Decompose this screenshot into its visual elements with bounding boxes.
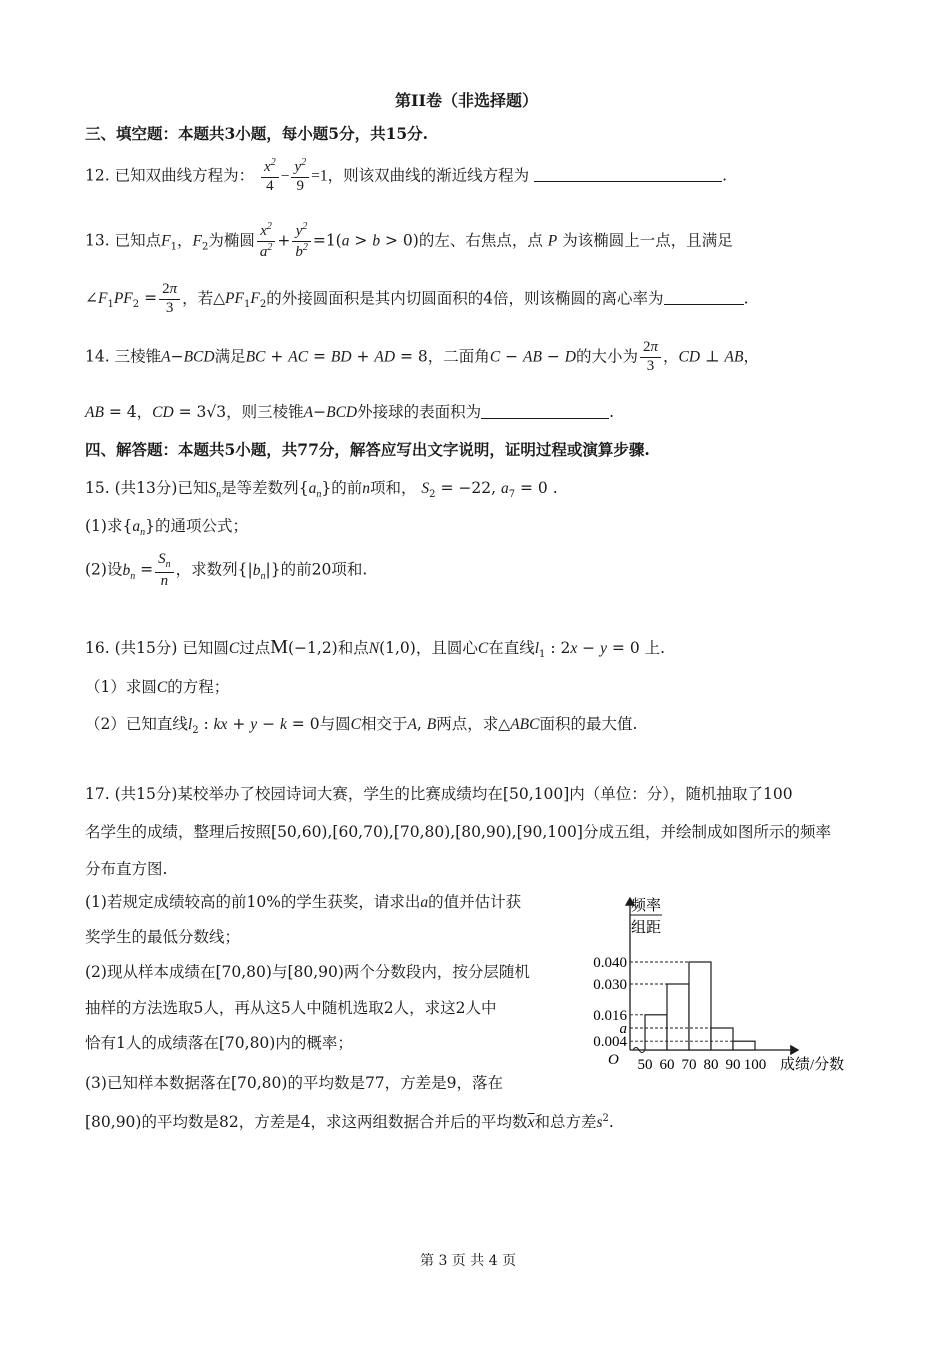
- q14-text-f: 外接球的表面积为: [357, 403, 482, 421]
- question-17-part3b: [80,90)的平均数是82，方差是4，求这两组数据合并后的平均数$\overline{x}$和总方差$s^2$.: [85, 1112, 614, 1131]
- question-16-sub2: （2）已知直线$l_2$ : kx + y − k = 0与圆C相交于A, B两点，求△ABC面积的最大值.: [85, 715, 638, 737]
- page-footer: 第 3 页 共 4 页: [420, 1253, 517, 1269]
- q17-p1-a: (1)若规定成绩较高的前10%的学生获奖，请求出: [85, 893, 421, 911]
- q12-text-post: ，则该双曲线的渐近线方程为: [327, 166, 530, 185]
- q16-text-e: 在直线: [488, 639, 535, 657]
- q12-end: .: [722, 166, 728, 185]
- q14-text-e: ，则三棱锥: [226, 403, 304, 421]
- q16-text-d: ，且圆心: [415, 639, 478, 657]
- q15-text-d: 项和，: [369, 479, 417, 497]
- question-17-part1: (1)若规定成绩较高的前10%的学生获奖，请求出a的值并估计获: [85, 893, 522, 911]
- q16-number: 16.: [85, 639, 110, 657]
- question-16-line1: 16. (共15分) 已知圆C过点M(−1,2)和点N(1,0)，且圆心C在直线$l_1$ : 2x − y = 0 上.: [85, 636, 666, 661]
- histogram-bar: [645, 1015, 667, 1050]
- question-15-line1: 15. (共13分)已知$S_n$是等差数列$\{a_n\}$的前n项和， $S_2 = -22$, $a_7 = 0$ .: [85, 479, 558, 501]
- q17-number: 17.: [85, 785, 110, 803]
- question-17-part1b: 奖学生的最低分数线；: [85, 928, 241, 946]
- q17-text-a: (共15分)某校举办了校园诗词大赛，学生的比赛成绩均在: [114, 785, 503, 803]
- q17-p2-b: 与: [271, 963, 288, 981]
- question-15-sub1: (1)求$\{a_n\}$的通项公式；: [85, 517, 248, 539]
- question-17-line1: 17. (共15分)某校举办了校园诗词大赛，学生的比赛成绩均在[50,100]内（单位：分），随机抽取了100: [85, 785, 793, 803]
- question-17-line2: 名学生的成绩，整理后按照[50,60),[60,70),[70,80),[80,90),[90,100]分成五组，并绘制成如图所示的频率: [85, 823, 831, 841]
- question-17-part2c: 恰有1人的成绩落在[70,80)内的概率；: [85, 1034, 353, 1052]
- q16-text-a: (共15分) 已知圆: [114, 639, 229, 657]
- histogram-bar: [667, 984, 689, 1050]
- question-17-part2b: 抽样的方法选取5人，再从这5人中随机选取2人，求这2人中: [85, 999, 497, 1017]
- q15-sub2-a: (2)设: [85, 560, 123, 579]
- x-tick-label: 50: [637, 1057, 653, 1073]
- q13-number: 13.: [85, 231, 110, 250]
- question-13-line2: $\angle F_1PF_2$ = $\frac{2\pi}{3}$ ，若$\triangle PF_1F_2$的外接圆面积是其内切圆面积的4倍，则该椭圆的离心率为 .: [85, 281, 749, 316]
- q14-text-b: 满足: [214, 347, 246, 366]
- question-12: 12. 已知双曲线方程为： $\frac{x^2}{4}$ − $\frac{y^2}{9}$ =1，则该双曲线的渐近线方程为 .: [85, 157, 728, 194]
- q17-p3-c: 的平均数是82，方差是4，求这两组数据合并后的平均数: [141, 1113, 528, 1131]
- q13-text-d: 为该椭圆上一点，且满足: [562, 231, 733, 250]
- q15-text-b: 是等差数列: [221, 479, 299, 497]
- q17-p2-c: 两个分数段内，按分层随机: [343, 963, 530, 981]
- q17-text-d: 分成五组，并绘制成如图所示的频率: [582, 823, 831, 841]
- q14-number: 14.: [85, 347, 110, 366]
- q15-number: 15.: [85, 479, 110, 497]
- y-tick-label: 0.004: [593, 1034, 627, 1051]
- q13-text-f: 的外接圆面积是其内切圆面积的4倍，则该椭圆的离心率为: [266, 289, 664, 308]
- q17-p3-d: 和总方差: [534, 1113, 597, 1131]
- histogram-bar: [733, 1041, 755, 1050]
- origin-label: O: [608, 1052, 619, 1068]
- q16-sub2-b: 与圆: [319, 715, 351, 733]
- q17-text-c: 名学生的成绩，整理后按照: [85, 823, 272, 841]
- x-tick-label: 100: [743, 1057, 767, 1073]
- question-17-part2: (2)现从样本成绩在[70,80)与[80,90)两个分数段内，按分层随机: [85, 963, 530, 981]
- question-13-line1: 13. 已知点$F_1$，$F_2$为椭圆 $\frac{x^2}{a^2}$ + $\frac{y^2}{b^2}$ =1(a > b > 0)的左、右焦点，点 P 为该椭圆上一点，且满足: [85, 221, 733, 260]
- y-label-bottom: 组距: [630, 920, 662, 936]
- x-tick-label: 90: [725, 1057, 741, 1073]
- x-axis-label: 成绩/分数: [780, 1057, 845, 1073]
- q17-p3-a: (3)已知样本数据落在: [85, 1074, 231, 1092]
- q16-sub1-a: （1）求圆: [85, 678, 157, 696]
- q14-text-c: ，二面角: [427, 347, 490, 366]
- y-tick-label: 0.030: [593, 977, 627, 993]
- q12-text-pre: 已知双曲线方程为：: [114, 166, 255, 185]
- q14-text-d: 的大小为: [575, 347, 638, 366]
- q12-answer-blank: [534, 181, 722, 182]
- q17-p1-b: 的值并估计获: [428, 893, 522, 911]
- part4-header: 四、解答题：本题共5小题，共77分，解答应写出文字说明，证明过程或演算步骤.: [85, 440, 650, 459]
- q15-text-c: 的前: [331, 479, 363, 497]
- question-14-line1: 14. 三棱锥A−BCD满足BC + AC = BD + AD = 8，二面角C − AB − D的大小为 $\frac{2\pi}{3}$ ，CD ⊥ AB，: [85, 339, 759, 374]
- x-tick-label: 70: [681, 1057, 697, 1073]
- q15-sub2-c: 的前20项和.: [280, 560, 368, 579]
- q14-answer-blank: [481, 418, 609, 419]
- question-17-line3: 分布直方图.: [85, 860, 168, 878]
- q13-answer-blank: [664, 304, 744, 305]
- histogram-bar: [689, 962, 711, 1050]
- q16-sub2-c: 相交于: [360, 715, 408, 733]
- q14-end: .: [609, 403, 615, 421]
- q15-sub2-b: ，求数列: [175, 560, 238, 579]
- q13-text-a: 已知点: [114, 231, 162, 250]
- q17-p3-b: 的平均数是77，方差是9，落在: [287, 1074, 504, 1092]
- histogram-bar: [711, 1028, 733, 1050]
- question-15-sub2: (2)设$b_n$ = $\frac{S_n}{n}$ ，求数列$\{|b_n|\}$的前20项和.: [85, 551, 368, 589]
- q14-text-a: 三棱锥: [114, 347, 162, 366]
- q16-sub1-b: 的方程；: [167, 678, 230, 696]
- question-16-sub1: （1）求圆C的方程；: [85, 678, 230, 696]
- q15-text-a: (共13分)已知: [114, 479, 209, 497]
- q16-text-c: 和点: [337, 639, 369, 657]
- q15-sub1-b: 的通项公式；: [154, 517, 248, 535]
- section-title: 第II卷（非选择题）: [395, 91, 538, 110]
- y-label-top: 频率: [630, 898, 662, 914]
- y-tick-label: 0.040: [593, 955, 627, 971]
- part3-header: 三、填空题：本题共3小题，每小题5分，共15分.: [85, 124, 429, 143]
- x-tick-label: 80: [703, 1057, 719, 1073]
- y-tick-label: a: [619, 1021, 627, 1037]
- q12-number: 12.: [85, 166, 110, 185]
- q17-text-b: 内（单位：分），随机抽取了100: [569, 785, 793, 803]
- question-17-part3: (3)已知样本数据落在[70,80)的平均数是77，方差是9，落在: [85, 1074, 504, 1092]
- q16-sub2-d: 两点，求: [436, 715, 499, 733]
- q17-p2-a: (2)现从样本成绩在: [85, 963, 216, 981]
- frequency-histogram: [570, 888, 870, 1088]
- q13-text-c: 的左、右焦点，点: [418, 231, 543, 250]
- q13-text-b: 为椭圆: [208, 231, 255, 250]
- y-tick-label: 0.016: [593, 1007, 627, 1024]
- q16-sub2-a: （2）已知直线: [85, 715, 188, 733]
- q16-sub2-e: 面积的最大值.: [539, 715, 638, 733]
- q15-sub1-a: (1)求: [85, 517, 123, 535]
- q13-end: .: [743, 289, 749, 308]
- q13-text-e: ，若: [182, 289, 214, 308]
- question-14-line2: AB = 4，CD = 3√3，则三棱锥A−BCD外接球的表面积为 .: [85, 403, 615, 421]
- x-tick-label: 60: [659, 1057, 675, 1073]
- q16-text-b: 过点: [239, 639, 271, 657]
- q17-p2-f: 内的概率；: [275, 1034, 353, 1052]
- q17-p2-e: 恰有1人的成绩落在: [85, 1034, 219, 1052]
